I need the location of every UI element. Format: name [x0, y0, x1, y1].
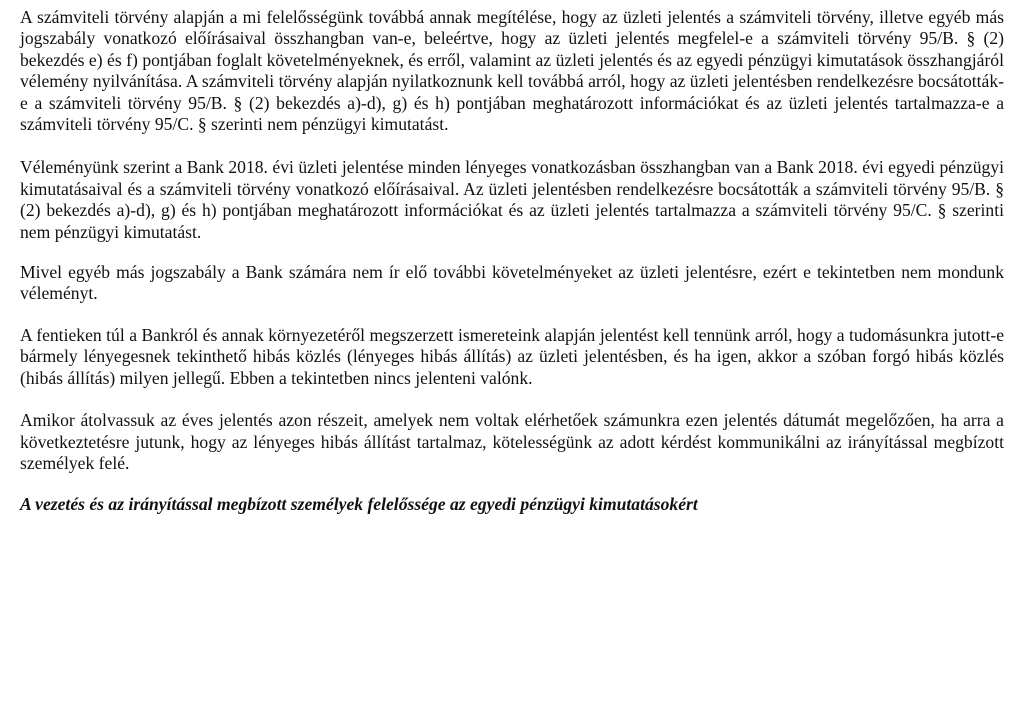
paragraph-responsibility-business-report: A számviteli törvény alapján a mi felelősségünk továbbá annak megítélése, hogy az üzleti jelentés a számviteli törvény, illetve egyéb más jogszabály vonatkozó előírásaival összhangban van-e, beleértve, hogy az üzleti jelentés megfelel-e a számviteli törvény 95/B. § (2) bekezdés e) és f) pontjában foglalt követelményeknek, és erről, valamint az üzleti jelentés és az egyedi pénzügyi kimutatások összhangjáról vélemény nyilvánítása. A számviteli törvény alapján nyilatkoznunk kell továbbá arról, hogy az üzleti jelentésben rendelkezésre bocsátották-e a számviteli törvény 95/B. § (2) bekezdés a)-d), g) és h) pontjában meghatározott információkat és az üzleti jelentés tartalmazza-e a számviteli törvény 95/C. § szerinti nem pénzügyi kimutatást.: [20, 7, 1004, 135]
paragraph-annual-report-reading: Amikor átolvassuk az éves jelentés azon részeit, amelyek nem voltak elérhetőek számunkra ezen jelentés dátumát megelőzően, ha arra a következtetésre jutunk, hogy az lényeges hibás állítást tartalmaz, kötelességünk az adott kérdést kommunikálni az irányítással megbízott személyek felé.: [20, 410, 1004, 473]
paragraph-misstatement-reporting: A fentieken túl a Bankról és annak környezetéről megszerzett ismereteink alapján jelentést kell tennünk arról, hogy a tudomásunkra jutott-e bármely lényegesnek tekinthető hibás közlés (lényeges hibás állítás) az üzleti jelentésben, és ha igen, akkor a szóban forgó hibás közlés (hibás állítás) milyen jellegű. Ebben a tekintetben nincs jelenteni valónk.: [20, 324, 1004, 388]
paragraph-opinion: Véleményünk szerint a Bank 2018. évi üzleti jelentése minden lényeges vonatkozásban összhangban van a Bank 2018. évi egyedi pénzügyi kimutatásaival és a számviteli törvény vonatkozó előírásaival. Az üzleti jelentésben rendelkezésre bocsátották a számviteli törvény 95/B. § (2) bekezdés a)-d), g) és h) pontjában meghatározott információkat és az üzleti jelentés tartalmazza a számviteli törvény 95/C. § szerinti nem pénzügyi kimutatást.: [20, 157, 1004, 242]
paragraph-no-other-requirements: Mivel egyéb más jogszabály a Bank számára nem ír elő további követelményeket az üzleti jelentésre, ezért e tekintetben nem mondunk véleményt.: [20, 262, 1004, 304]
section-heading: A vezetés és az irányítással megbízott személyek felelőssége az egyedi pénzügyi kimutatásokért: [20, 494, 698, 515]
